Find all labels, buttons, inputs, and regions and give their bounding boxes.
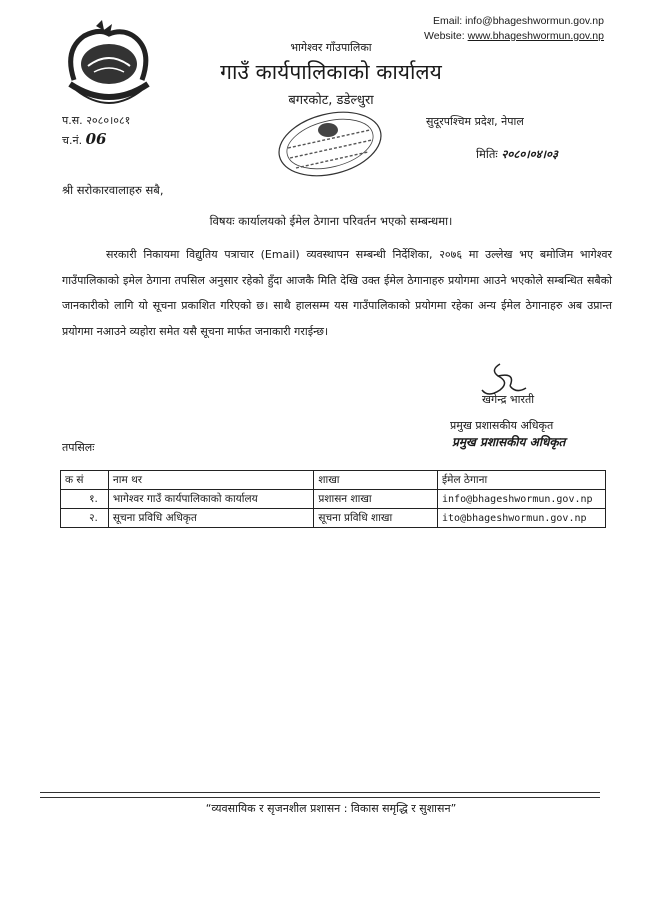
row-name: सूचना प्रविधि अधिकृत bbox=[108, 509, 313, 528]
header-email: ईमेल ठेगाना bbox=[438, 471, 606, 490]
row-name: भागेश्वर गाउँ कार्यपालिकाको कार्यालय bbox=[108, 490, 313, 509]
date-line bbox=[476, 147, 558, 162]
details-label: तपसिलः bbox=[62, 441, 95, 454]
website-label: Website: bbox=[424, 30, 468, 42]
municipality-name: भागेश्वर गाँउपालिका bbox=[290, 41, 372, 54]
row-branch: सूचना प्रविधि शाखा bbox=[314, 509, 438, 528]
cn-label: च.नं. bbox=[62, 134, 83, 147]
row-sn: २. bbox=[61, 509, 109, 528]
row-sn: १. bbox=[61, 490, 109, 509]
ps-line bbox=[62, 112, 130, 130]
office-location: बगरकोट, डडेल्धुरा bbox=[288, 93, 374, 108]
website-link[interactable]: www.bhageshwormun.gov.np bbox=[467, 30, 604, 42]
signatory-name: खगेन्द्र भारती bbox=[482, 393, 535, 406]
designation-stamp: प्रमुख प्रशासकीय अधिकृत bbox=[452, 435, 566, 449]
header-name: नाम थर bbox=[108, 471, 313, 490]
footer-rule-bottom bbox=[40, 797, 600, 798]
email-table bbox=[60, 470, 606, 528]
reference-block bbox=[62, 112, 130, 150]
header-sn: क सं bbox=[61, 471, 109, 490]
ps-label: प.स. bbox=[62, 114, 83, 127]
signatory-designation: प्रमुख प्रशासकीय अधिकृत bbox=[450, 419, 554, 432]
province-name: सुदूरपश्चिम प्रदेश, नेपाल bbox=[426, 115, 524, 128]
footer-rule-top bbox=[40, 792, 600, 793]
row-email[interactable]: info@bhageshwormun.gov.np bbox=[438, 490, 606, 509]
footer-motto: “व्यवसायिक र सृजनशील प्रशासन : विकास समृद्धि र सुशासन” bbox=[205, 802, 457, 815]
table-row bbox=[61, 490, 606, 509]
header-branch: शाखा bbox=[314, 471, 438, 490]
office-stamp-icon bbox=[270, 108, 390, 180]
salutation: श्री सरोकारवालाहरु सबै, bbox=[62, 183, 164, 197]
row-branch: प्रशासन शाखा bbox=[314, 490, 438, 509]
cn-value: 06 bbox=[85, 130, 107, 148]
cn-line bbox=[62, 130, 130, 150]
letter-body: सरकारी निकायमा विद्युतिय पत्राचार (Email) व्यवस्थापन सम्बन्धी निर्देशिका, २०७६ मा उल्लेख भए बमोजिम भागेश्वर गाउँपालिकाको इमेल ठेगाना तपसिल अनुसार रहेको हुँदा आजकै मिति देखि उक्त ईमेल ठेगानाहरु प्रयोगमा आउने भएकोले सम्बन्धित सबैको जानकारीको लागि यो सूचना प्रकाशित गरिएको छ। साथै हालसम्म यस गाउँपालिकाको प्रयोगमा रहेका अन्य ईमेल ठेगानाहरु अब उप्रान्त प्रयोगमा नआउने व्यहोरा समेत यसै सूचना मार्फत जनाकारी गराईन्छ। bbox=[62, 248, 612, 338]
table-header-row bbox=[61, 471, 606, 490]
office-name: गाउँ कार्यपालिकाको कार्यालय bbox=[220, 60, 442, 84]
contact-email: Email: info@bhageshwormun.gov.np bbox=[433, 15, 604, 27]
subject-line: विषयः कार्यालयको ईमेल ठेगाना परिवर्तन भएको सम्बन्धमा। bbox=[209, 214, 453, 228]
row-email[interactable]: ito@bhageshwormun.gov.np bbox=[438, 509, 606, 528]
table-row bbox=[61, 509, 606, 528]
ps-value: २०८०।०८१ bbox=[86, 114, 131, 127]
date-value: २०८०।०४।०३ bbox=[501, 147, 558, 161]
date-label: मितिः bbox=[476, 147, 498, 161]
